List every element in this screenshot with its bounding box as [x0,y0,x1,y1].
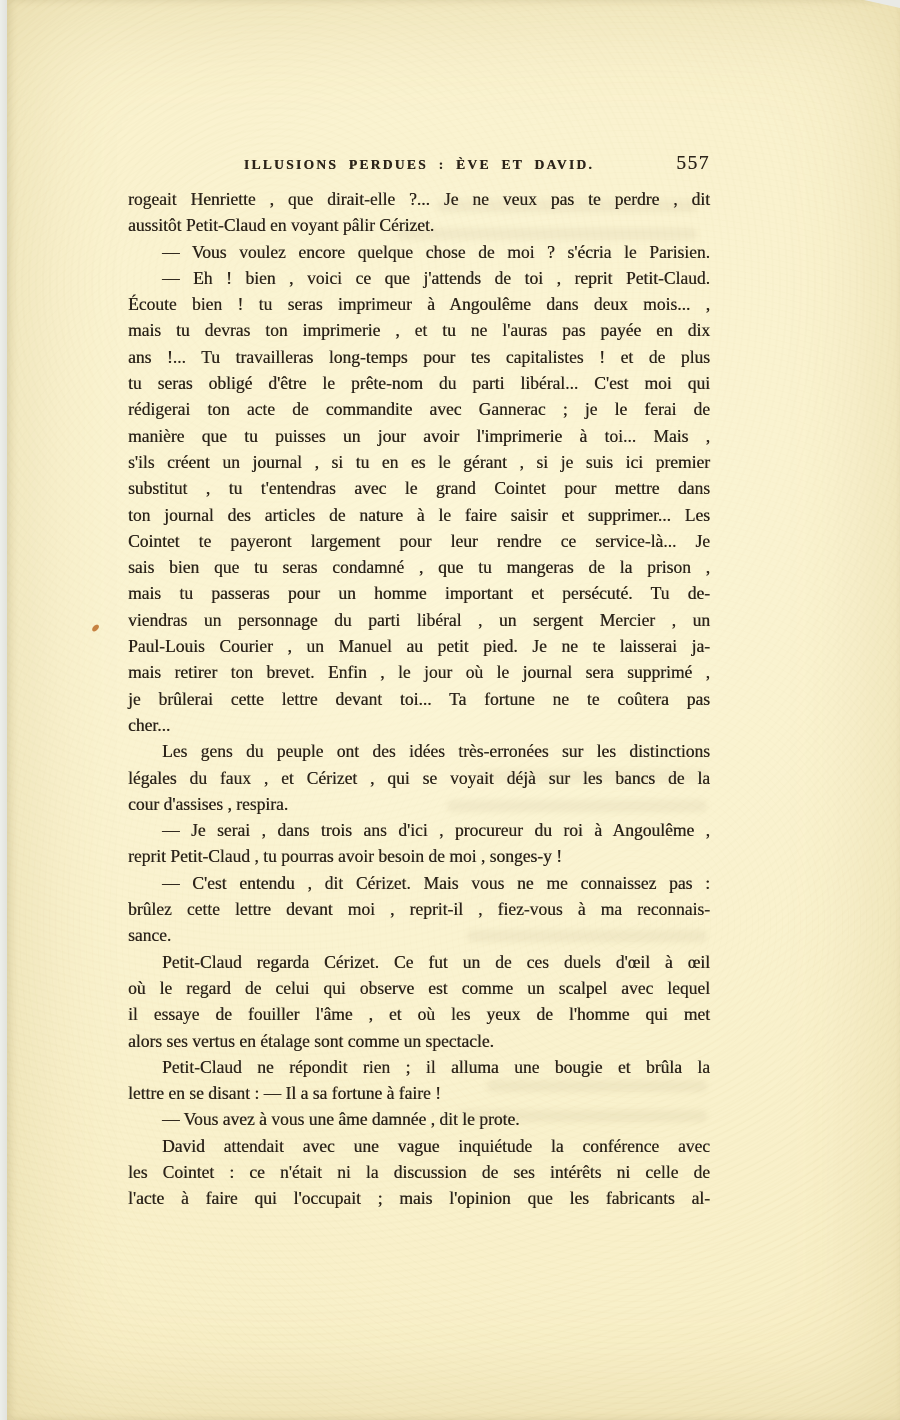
running-header-title: ILLUSIONS PERDUES : ÈVE ET DAVID. [243,157,595,172]
text-line: où le regard de celui qui observe est comme un scalpel avec lequel [128,977,710,998]
text-line: je brûlerai cette lettre devant toi... Ta fortune ne te coûtera pas [128,688,710,709]
page-number: 557 [676,153,710,174]
text-line: substitut , tu t'entendras avec le grand Cointet pour mettre dans [128,478,710,499]
text-line: — Je serai , dans trois ans d'ici , procureur du roi à Angoulême , [162,820,710,841]
text-line: cher... [128,714,171,735]
page-body [128,186,710,1212]
text-line: David attendait avec une vague inquiétude la conférence avec [162,1135,710,1156]
text-line: cour d'assises , respira. [128,793,289,814]
text-line: mais tu passeras pour un homme important et persécuté. Tu de- [128,583,710,604]
text-line: Petit-Claud ne répondit rien ; il alluma une bougie et brûla la [162,1056,710,1077]
text-line: il essaye de fouiller l'âme , et où les yeux de l'homme qui met [128,1004,710,1025]
page-corner-notch [864,0,900,8]
text-line: tu seras obligé d'être le prête-nom du parti libéral... C'est moi qui [128,373,710,394]
text-line: sance. [128,925,172,946]
text-line: les Cointet : ce n'était ni la discussion de ses intérêts ni celle de [128,1161,710,1182]
text-line: lettre en se disant : — Il a sa fortune à faire ! [128,1083,441,1104]
text-line: reprit Petit-Claud , tu pourras avoir besoin de moi , songes-y ! [128,846,563,867]
text-line: ans !... Tu travailleras long-temps pour tes capitalistes ! et de plus [128,346,710,367]
ink-fleck [91,623,100,632]
text-line: Paul-Louis Courier , un Manuel au petit pied. Je ne te laisserai ja- [128,636,710,657]
text-line: aussitôt Petit-Claud en voyant pâlir Cérizet. [128,215,435,236]
text-line: — C'est entendu , dit Cérizet. Mais vous ne me connaissez pas : [162,872,710,893]
text-line: rogeait Henriette , que dirait-elle ?... Je ne veux pas te perdre , dit [128,189,710,209]
book-page-paper [7,0,900,1420]
text-line: sais bien que tu seras condamné , que tu mangeras de la prison , [128,557,710,578]
text-line: Les gens du peuple ont des idées très-erronées sur les distinctions [162,741,710,762]
text-line: manière que tu puisses un jour avoir l'imprimerie à toi... Mais , [128,425,710,446]
running-header [128,153,710,182]
text-line: Écoute bien ! tu seras imprimeur à Angoulême dans deux mois... , [128,294,710,315]
text-line: légales du faux , et Cérizet , qui se voyait déjà sur les bancs de la [128,767,710,788]
text-line: — Vous avez à vous une âme damnée , dit le prote. [162,1109,520,1130]
text-line: Petit-Claud regarda Cérizet. Ce fut un de ces duels d'œil à œil [162,951,710,972]
text-line: Cointet te payeront largement pour leur rendre ce service-là... Je [128,530,710,551]
text-line: — Vous voulez encore quelque chose de moi ? s'écria le Parisien. [162,241,710,262]
scanner-background-strip [0,0,7,1420]
text-line: — Eh ! bien , voici ce que j'attends de toi , reprit Petit-Claud. [162,267,710,288]
text-line: rédigerai ton acte de commandite avec Gannerac ; je le ferai de [128,399,710,420]
text-line: alors ses vertus en étalage sont comme un spectacle. [128,1030,494,1051]
text-line: s'ils créent un journal , si tu en es le gérant , si je suis ici premier [128,451,710,472]
text-line: ton journal des articles de nature à le faire saisir et supprimer... Les [128,504,710,525]
text-line: l'acte à faire qui l'occupait ; mais l'opinion que les fabricants al- [128,1188,710,1209]
text-line: brûlez cette lettre devant moi , reprit-il , fiez-vous à ma reconnais- [128,899,710,920]
text-line: mais retirer ton brevet. Enfin , le jour où le journal sera supprimé , [128,662,710,683]
text-line: mais tu devras ton imprimerie , et tu ne l'auras pas payée en dix [128,320,710,341]
text-line: viendras un personnage du parti libéral , un sergent Mercier , un [128,609,710,630]
